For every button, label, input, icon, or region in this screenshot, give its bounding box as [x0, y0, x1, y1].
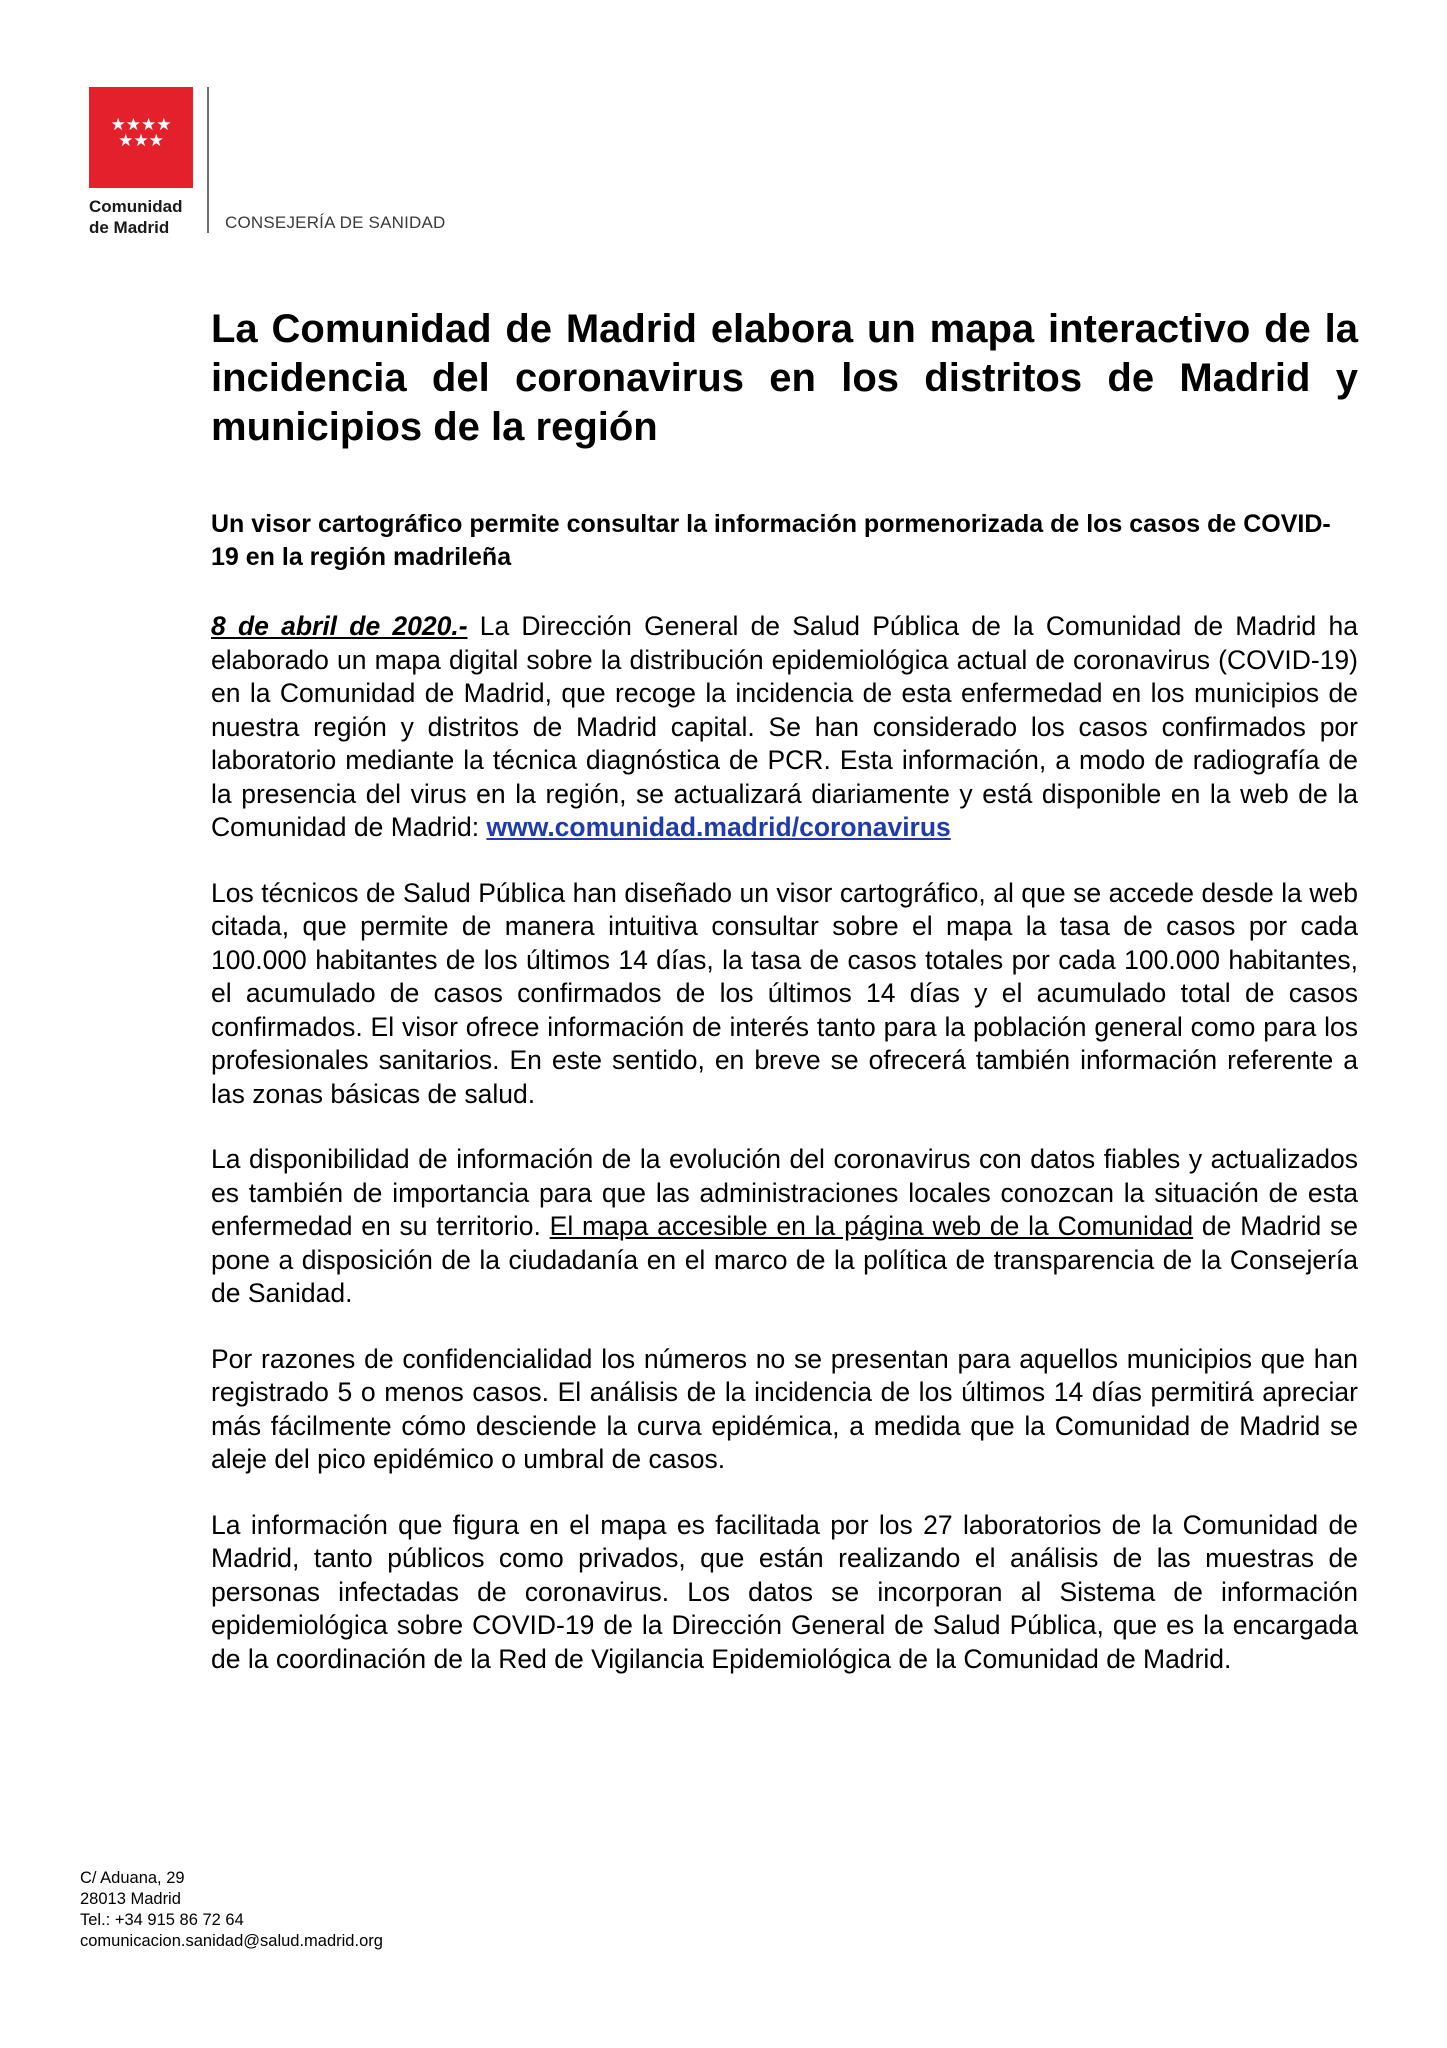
paragraph-2: Los técnicos de Salud Pública han diseñado un visor cartográfico, al que se accede desde la web citada, que permite de manera intuitiva consultar sobre el mapa la tasa de casos por cada 100.000 habitantes de los últimos 14 días, la tasa de casos totales por cada 100.000 habitantes, el acumulado de casos confirmados de los últimos 14 días y el acumulado total de casos confirmados. El visor ofrece información de interés tanto para la población general como para los profesionales sanitarios. En este sentido, en breve se ofrecerá también información referente a las zonas básicas de salud. — [211, 877, 1358, 1109]
paragraph-3-text-after: de Madrid se pone a disposición de la ciudadanía en el marco de la política de transparencia de la Consejería de Sanidad. — [211, 1211, 1358, 1308]
paragraph-1-text: La Dirección General de Salud Pública de la Comunidad de Madrid ha elaborado un mapa digital sobre la distribución epidemiológica actual de coronavirus (COVID-19) en la Comunidad de Madrid, que recoge la incidencia de esta enfermedad en los municipios de nuestra región y distritos de Madrid capital. Se han considerado los casos confirmados por laboratorio mediante la técnica diagnóstica de PCR. Esta información, a modo de radiografía de la presencia del virus en la región, se actualizará diariamente y está disponible en la web de la Comunidad de Madrid: — [211, 611, 1358, 842]
press-date: 8 de abril de 2020.- — [211, 611, 468, 641]
paragraph-1 — [211, 610, 1358, 845]
coronavirus-web-link[interactable]: www.comunidad.madrid/coronavirus — [486, 812, 951, 842]
footer-city: 28013 Madrid — [80, 1890, 181, 1908]
paragraph-4: Por razones de confidencialidad los números no se presentan para aquellos municipios que han registrado 5 o menos casos. El análisis de la incidencia de los últimos 14 días permitirá apreciar más fácilmente cómo desciende la curva epidémica, a medida que la Comunidad de Madrid se aleje del pico epidémico o umbral de casos. — [211, 1343, 1358, 1474]
page-subtitle: Un visor cartográfico permite consultar la información pormenorizada de los casos de COVID-19 en la región madrileña — [211, 510, 1331, 571]
footer-email[interactable]: comunicacion.sanidad@salud.madrid.org — [80, 1932, 383, 1950]
brand-line-2: de Madrid — [89, 218, 170, 237]
paragraph-3-text-before: La disponibilidad de información de la evolución del coronavirus con datos fiables y actualizados es también de importancia para que las administraciones locales conozcan la situación de esta enfermedad en su territorio. — [211, 1144, 1358, 1241]
map-page-link[interactable]: El mapa accesible en la página web de la Comunidad — [549, 1211, 1194, 1241]
paragraph-3 — [211, 1143, 1358, 1311]
footer-address: C/ Aduana, 29 — [80, 1869, 185, 1887]
header-divider — [207, 87, 209, 233]
footer-contact — [80, 1868, 383, 1952]
paragraph-5: La información que figura en el mapa es facilitada por los 27 laboratorios de la Comunidad de Madrid, tanto públicos como privados, que están realizando el análisis de las muestras de personas infectadas de coronavirus. Los datos se incorporan al Sistema de información epidemiológica sobre COVID-19 de la Dirección General de Salud Pública, que es la encargada de la coordinación de la Red de Vigilancia Epidemiológica de la Comunidad de Madrid. — [211, 1509, 1358, 1674]
logo-stars-icon: ★★★★ ★★★ — [110, 115, 172, 151]
brand-name — [89, 196, 183, 238]
brand-line-1: Comunidad — [89, 197, 183, 216]
comunidad-madrid-logo — [89, 87, 193, 188]
footer-phone: Tel.: +34 915 86 72 64 — [80, 1911, 244, 1929]
page-title: La Comunidad de Madrid elabora un mapa interactivo de la incidencia del coronavirus en los distritos de Madrid y municipios de la región — [211, 307, 1358, 449]
department-name: CONSEJERÍA DE SANIDAD — [225, 213, 446, 232]
article-body — [211, 610, 1358, 1708]
